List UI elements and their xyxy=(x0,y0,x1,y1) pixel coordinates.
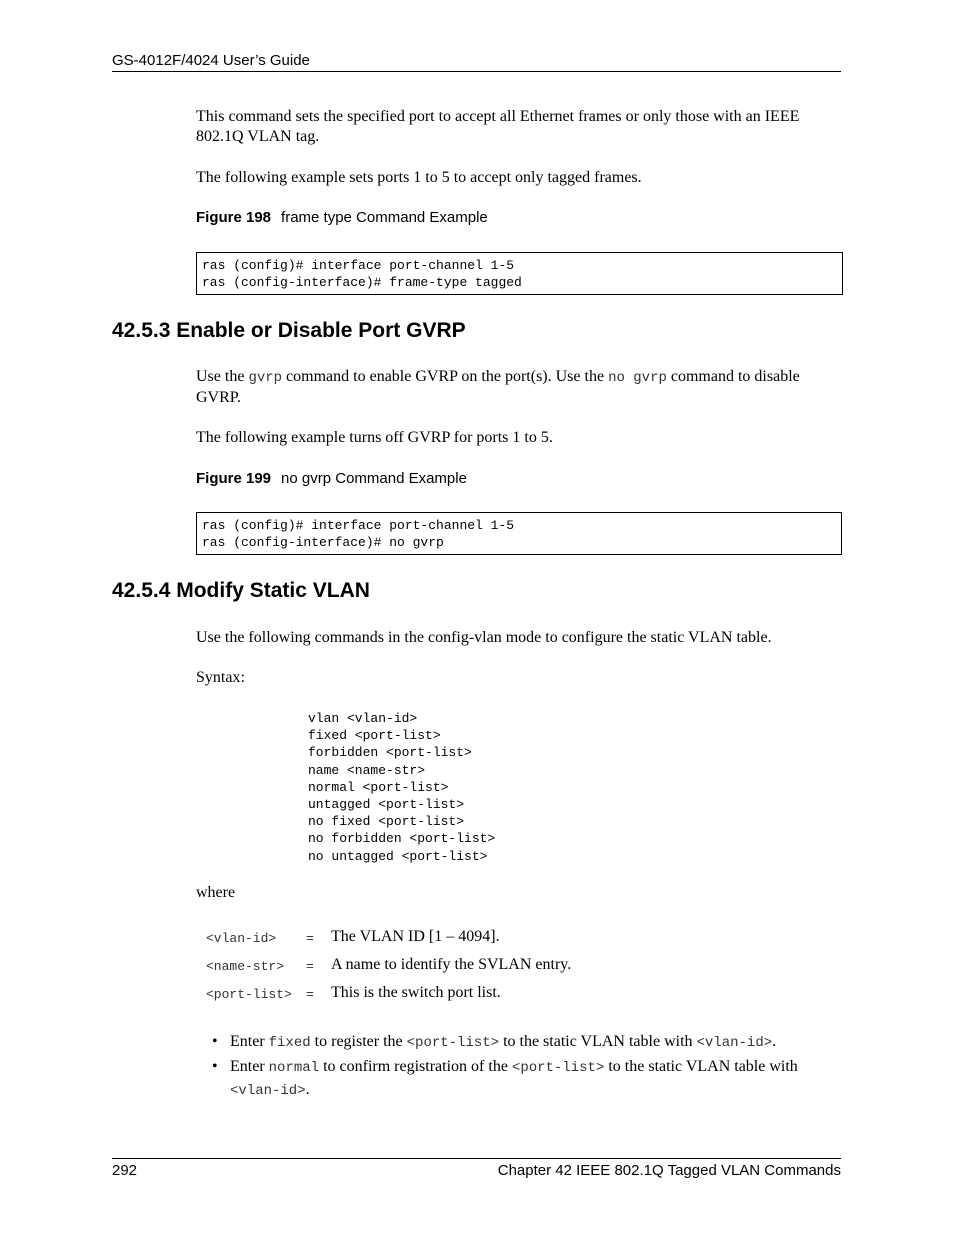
where-label: where xyxy=(196,884,236,901)
page-number: 292 xyxy=(112,1162,138,1179)
definition-description: This is the switch port list. xyxy=(331,984,501,1001)
syntax-line: no untagged <port-list> xyxy=(308,848,488,864)
definition-description: A name to identify the SVLAN entry. xyxy=(331,956,572,973)
gvrp-example-paragraph: The following example turns off GVRP for ports 1 to 5. xyxy=(196,429,553,446)
definition-term: <port-list> xyxy=(206,987,292,1002)
syntax-line: normal <port-list> xyxy=(308,779,449,795)
syntax-block xyxy=(308,710,495,865)
text-run: to the static VLAN table with xyxy=(604,1058,798,1075)
inline-code: <port-list> xyxy=(406,1035,500,1051)
figure-198-caption xyxy=(196,209,488,226)
definition-equals: = xyxy=(306,987,314,1002)
section-heading-gvrp: 42.5.3 Enable or Disable Port GVRP xyxy=(112,319,466,342)
code-line: ras (config-interface)# no gvrp xyxy=(202,535,444,550)
syntax-line: no forbidden <port-list> xyxy=(308,831,496,847)
inline-code: fixed xyxy=(268,1035,311,1051)
syntax-line: forbidden <port-list> xyxy=(308,745,472,761)
bullet-icon: • xyxy=(212,1058,218,1075)
inline-code: gvrp xyxy=(248,370,283,386)
definition-equals: = xyxy=(306,931,314,946)
figure-199-caption xyxy=(196,470,467,487)
list-item xyxy=(212,1031,842,1054)
inline-code: <vlan-id> xyxy=(696,1035,773,1051)
definition-term: <vlan-id> xyxy=(206,931,277,946)
code-line: ras (config)# interface port-channel 1-5 xyxy=(202,518,515,533)
example-paragraph: The following example sets ports 1 to 5 to accept only tagged frames. xyxy=(196,169,642,186)
chapter-title: Chapter 42 IEEE 802.1Q Tagged VLAN Commands xyxy=(497,1162,841,1179)
inline-code: normal xyxy=(268,1060,320,1076)
list-item xyxy=(212,1056,842,1102)
inline-code: <vlan-id> xyxy=(230,1083,306,1099)
running-header: GS-4012F/4024 User’s Guide xyxy=(112,52,310,69)
text-run: to register the xyxy=(310,1033,407,1050)
intro-paragraph: This command sets the specified port to accept all Ethernet frames or only those with an IEEE 802.1Q VLAN tag. xyxy=(196,108,800,145)
syntax-line: vlan <vlan-id> xyxy=(308,711,418,726)
text-run: to confirm registration of the xyxy=(319,1058,512,1075)
syntax-line: no fixed <port-list> xyxy=(308,814,465,830)
text-run: command to enable GVRP on the port(s). Use the xyxy=(282,368,609,385)
syntax-label: Syntax: xyxy=(196,669,245,686)
code-example-box xyxy=(196,512,842,555)
text-run: . xyxy=(305,1081,310,1098)
header-rule xyxy=(112,71,841,72)
syntax-line: untagged <port-list> xyxy=(308,796,465,812)
text-run: Enter xyxy=(230,1033,269,1050)
footer-rule xyxy=(112,1158,841,1159)
figure-caption-text: no gvrp Command Example xyxy=(281,470,467,487)
text-run: Enter xyxy=(230,1058,269,1075)
text-run: command to disable GVRP. xyxy=(196,368,800,406)
figure-label: Figure 199 xyxy=(196,470,272,487)
code-example-box xyxy=(196,252,843,295)
bullet-list xyxy=(212,1031,842,1102)
vlan-paragraph: Use the following commands in the config-vlan mode to configure the static VLAN table. xyxy=(196,629,772,646)
inline-code: no gvrp xyxy=(608,370,667,386)
code-line: ras (config)# interface port-channel 1-5 xyxy=(202,258,515,273)
gvrp-paragraph xyxy=(196,367,841,408)
inline-code: <port-list> xyxy=(511,1060,605,1076)
code-line: ras (config-interface)# frame-type tagged xyxy=(202,275,522,290)
figure-label: Figure 198 xyxy=(196,209,272,226)
definition-term: <name-str> xyxy=(206,959,285,974)
definition-equals: = xyxy=(306,959,314,974)
figure-caption-text: frame type Command Example xyxy=(281,209,488,226)
syntax-line: name <name-str> xyxy=(308,762,426,778)
section-heading-vlan: 42.5.4 Modify Static VLAN xyxy=(112,579,370,602)
text-run: Use the xyxy=(196,368,249,385)
text-run: . xyxy=(772,1033,777,1050)
definition-description: The VLAN ID [1 – 4094]. xyxy=(331,928,500,945)
syntax-line: fixed <port-list> xyxy=(308,728,441,744)
text-run: to the static VLAN table with xyxy=(499,1033,697,1050)
bullet-icon: • xyxy=(212,1033,218,1050)
